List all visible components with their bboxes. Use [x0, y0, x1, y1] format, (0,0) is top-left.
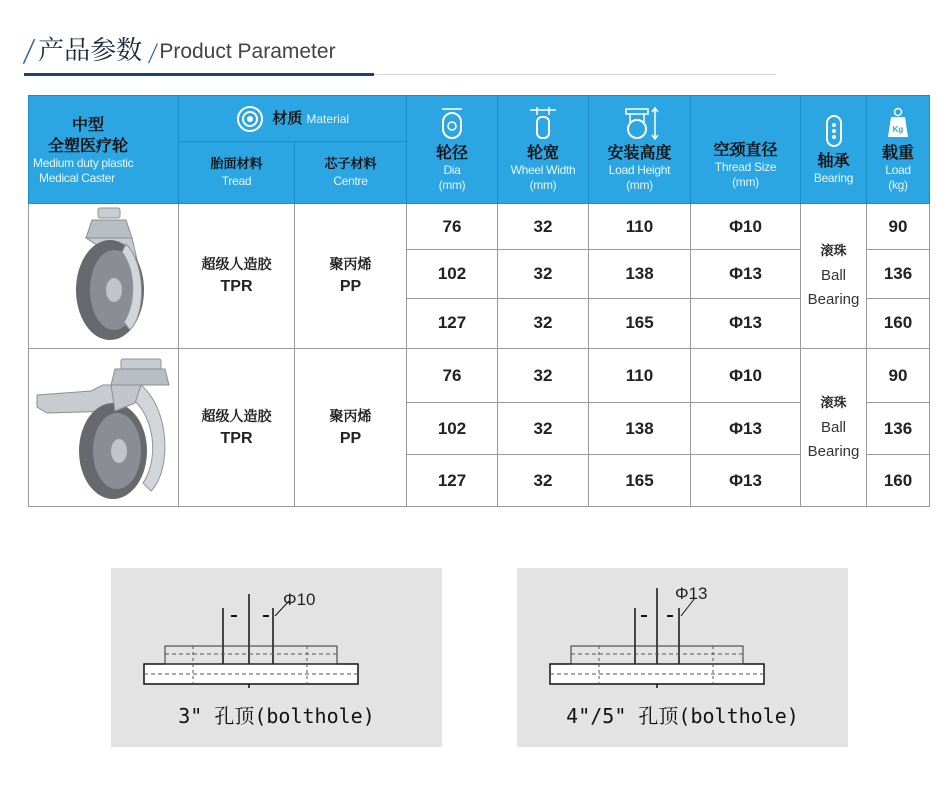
load-height-cell: 138 [589, 403, 691, 455]
bearing-en: Bearing [807, 442, 860, 460]
load-cell: 136 [867, 403, 930, 455]
dia-header-cn: 轮径 [435, 143, 468, 162]
bearing-header [801, 96, 867, 204]
model-header [29, 96, 179, 204]
load-height-header-cn: 安装高度 [607, 143, 672, 162]
width-cell: 32 [498, 455, 589, 507]
dia-cell: 102 [407, 403, 498, 455]
width-header-en: Wheel Width [510, 163, 576, 177]
svg-text:Kg: Kg [892, 125, 904, 134]
tread-header-en: Tread [221, 174, 252, 188]
width-cell: 32 [498, 204, 589, 250]
dia-cell: 102 [407, 250, 498, 298]
load-cell: 136 [867, 250, 930, 298]
bearing-cell [801, 204, 867, 349]
bolthole-diagram-4-5in [517, 568, 848, 747]
bearing-header-en: Bearing [813, 170, 854, 185]
model-header-en: Medical Caster [39, 170, 115, 185]
load-height-cell: 110 [589, 204, 691, 250]
bearing-en: Ball [820, 267, 846, 284]
dia-cell: 76 [407, 349, 498, 403]
load-cell: 160 [867, 298, 930, 348]
slash-decoration: / [147, 39, 160, 67]
load-header [867, 96, 930, 204]
thread-cell: Φ10 [691, 349, 801, 403]
bearing-en: Ball [820, 418, 846, 436]
tread-material-en: TPR [220, 429, 253, 447]
target-icon [236, 105, 264, 133]
dia-header-unit: (mm) [438, 178, 466, 192]
bearing-cn: 滚珠 [820, 244, 847, 259]
bolthole-diagram-3in [111, 568, 442, 747]
bearing-header-cn: 轴承 [817, 150, 850, 170]
tread-header [179, 142, 295, 204]
bolthole-caption: 3" 孔顶(bolthole) [178, 704, 375, 728]
tread-material-cn: 超级人造胶 [201, 257, 272, 273]
material-header-cn: 材质 [272, 109, 303, 127]
load-header-en: Load [885, 163, 911, 177]
section-header [21, 30, 336, 70]
model-header-cn: 全塑医疗轮 [47, 135, 128, 155]
title-divider [374, 74, 776, 75]
bearing-cn: 滚珠 [820, 395, 847, 411]
load-height-header-en: Load Height [608, 163, 671, 177]
load-height-header-unit: (mm) [626, 178, 653, 192]
thread-cell: Φ13 [691, 298, 801, 348]
kg-weight-icon [886, 106, 910, 140]
bolthole-diameter: Φ10 [283, 590, 316, 609]
brake-caster-photo [29, 349, 179, 507]
thread-header-unit: (mm) [732, 175, 759, 189]
tread-header-cn: 胎面材料 [210, 157, 263, 172]
tread-material-en: TPR [220, 278, 253, 295]
load-height-cell: 110 [589, 349, 691, 403]
load-height-cell: 165 [589, 298, 691, 348]
load-header-cn: 载重 [881, 143, 914, 162]
centre-header [295, 142, 407, 204]
bearing-icon [824, 114, 844, 148]
material-header [179, 96, 407, 142]
dia-header [407, 96, 498, 204]
dia-cell: 127 [407, 298, 498, 348]
thread-header [691, 96, 801, 204]
bolthole-caption: 4"/5" 孔顶(bolthole) [566, 704, 799, 728]
width-header [498, 96, 589, 204]
table-row [29, 204, 930, 250]
centre-header-en: Centre [333, 174, 368, 188]
bearing-cell [801, 349, 867, 507]
wheel-width-icon [528, 106, 558, 140]
bolthole-diameter: Φ13 [675, 584, 708, 603]
model-header-cn: 中型 [71, 114, 104, 134]
centre-material-cell [295, 204, 407, 349]
width-cell: 32 [498, 250, 589, 298]
centre-header-cn: 芯子材料 [324, 157, 377, 172]
centre-material-en: PP [339, 429, 362, 447]
dia-cell: 127 [407, 455, 498, 507]
centre-material-cn: 聚丙烯 [329, 257, 372, 273]
width-cell: 32 [498, 349, 589, 403]
swivel-caster-image [34, 204, 174, 344]
load-cell: 90 [867, 204, 930, 250]
load-cell: 160 [867, 455, 930, 507]
width-header-cn: 轮宽 [526, 143, 559, 162]
width-cell: 32 [498, 403, 589, 455]
load-height-cell: 138 [589, 250, 691, 298]
tread-material-cn: 超级人造胶 [201, 408, 272, 425]
thread-header-cn: 空颈直径 [713, 140, 778, 159]
load-header-unit: (kg) [888, 178, 908, 192]
section-title-en: Product Parameter [159, 40, 336, 63]
swivel-caster-photo [29, 204, 179, 349]
wheel-diameter-icon [439, 106, 465, 140]
dia-header-en: Dia [443, 163, 461, 177]
width-cell: 32 [498, 298, 589, 348]
thread-cell: Φ10 [691, 204, 801, 250]
width-header-unit: (mm) [529, 178, 557, 192]
bearing-en: Bearing [807, 291, 860, 308]
centre-material-cell [295, 349, 407, 507]
load-cell: 90 [867, 349, 930, 403]
slash-decoration: / [21, 34, 37, 69]
thread-cell: Φ13 [691, 250, 801, 298]
product-parameter-table [28, 95, 930, 507]
table-row [29, 349, 930, 403]
thread-header-en: Thread Size [714, 160, 777, 174]
section-title-cn: 产品参数 [38, 36, 143, 66]
tread-material-cell [179, 204, 295, 349]
thread-cell: Φ13 [691, 403, 801, 455]
model-header-en: Medium duty plastic [33, 155, 134, 170]
thread-cell: Φ13 [691, 455, 801, 507]
material-header-en: Material [306, 111, 350, 126]
title-underline [24, 73, 374, 76]
load-height-header [589, 96, 691, 204]
load-height-cell: 165 [589, 455, 691, 507]
dia-cell: 76 [407, 204, 498, 250]
centre-material-cn: 聚丙烯 [329, 408, 372, 425]
tread-material-cell [179, 349, 295, 507]
load-height-icon [620, 106, 660, 140]
brake-caster-image [31, 351, 177, 501]
centre-material-en: PP [339, 278, 362, 295]
